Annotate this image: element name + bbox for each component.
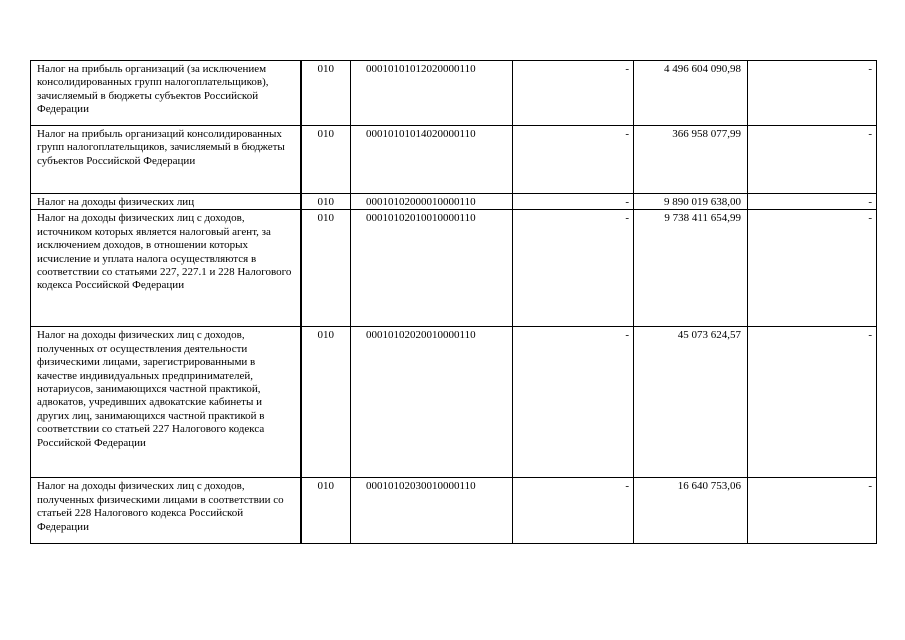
executed-amount-cell: 9 738 411 654,99 — [634, 210, 748, 327]
income-name-cell: Налог на доходы физических лиц с доходов, источником которых является налоговый агент, за исключением доходов, в отношении которых исчисление и уплата налога осуществляются в соответствии со статьями 227, 227.1 и 228 Налогового кодекса Российской Федерации — [31, 210, 301, 327]
income-code-cell: 00010101014020000110 — [351, 126, 513, 194]
table-row — [31, 478, 877, 544]
income-table — [30, 60, 877, 544]
line-code-cell: 010 — [301, 210, 351, 327]
not-executed-amount-cell: - — [748, 194, 877, 210]
approved-amount-cell: - — [513, 478, 634, 544]
approved-amount-cell: - — [513, 61, 634, 126]
not-executed-amount-cell: - — [748, 478, 877, 544]
table-row — [31, 327, 877, 478]
not-executed-amount-cell: - — [748, 327, 877, 478]
income-code-cell: 00010102010010000110 — [351, 210, 513, 327]
income-name-cell: Налог на прибыль организаций консолидированных групп налогоплательщиков, зачисляемый в бюджеты субъектов Российской Федерации — [31, 126, 301, 194]
approved-amount-cell: - — [513, 194, 634, 210]
executed-amount-cell: 4 496 604 090,98 — [634, 61, 748, 126]
income-code-cell: 00010102000010000110 — [351, 194, 513, 210]
table-row — [31, 194, 877, 210]
executed-amount-cell: 9 890 019 638,00 — [634, 194, 748, 210]
income-code-cell: 00010102030010000110 — [351, 478, 513, 544]
approved-amount-cell: - — [513, 126, 634, 194]
approved-amount-cell: - — [513, 327, 634, 478]
income-name-cell: Налог на доходы физических лиц — [31, 194, 301, 210]
income-name-cell: Налог на доходы физических лиц с доходов, полученных физическими лицами в соответствии со статьей 228 Налогового кодекса Российской Федерации — [31, 478, 301, 544]
income-code-cell: 00010102020010000110 — [351, 327, 513, 478]
income-code-cell: 00010101012020000110 — [351, 61, 513, 126]
not-executed-amount-cell: - — [748, 61, 877, 126]
line-code-cell: 010 — [301, 194, 351, 210]
executed-amount-cell: 16 640 753,06 — [634, 478, 748, 544]
not-executed-amount-cell: - — [748, 210, 877, 327]
line-code-cell: 010 — [301, 61, 351, 126]
income-name-cell: Налог на прибыль организаций (за исключением консолидированных групп налогоплательщиков), зачисляемый в бюджеты субъектов Российской Федерации — [31, 61, 301, 126]
table-row — [31, 126, 877, 194]
table-row — [31, 210, 877, 327]
line-code-cell: 010 — [301, 126, 351, 194]
income-name-cell: Налог на доходы физических лиц с доходов, полученных от осуществления деятельности физическими лицами, зарегистрированными в качестве индивидуальных предпринимателей, нотариусов, занимающихся частной практикой, адвокатов, учредивших адвокатские кабинеты и других лиц, занимающихся частной практикой в соответствии со статьей 227 Налогового кодекса Российской Федерации — [31, 327, 301, 478]
executed-amount-cell: 45 073 624,57 — [634, 327, 748, 478]
executed-amount-cell: 366 958 077,99 — [634, 126, 748, 194]
table-row — [31, 61, 877, 126]
approved-amount-cell: - — [513, 210, 634, 327]
line-code-cell: 010 — [301, 327, 351, 478]
line-code-cell: 010 — [301, 478, 351, 544]
not-executed-amount-cell: - — [748, 126, 877, 194]
